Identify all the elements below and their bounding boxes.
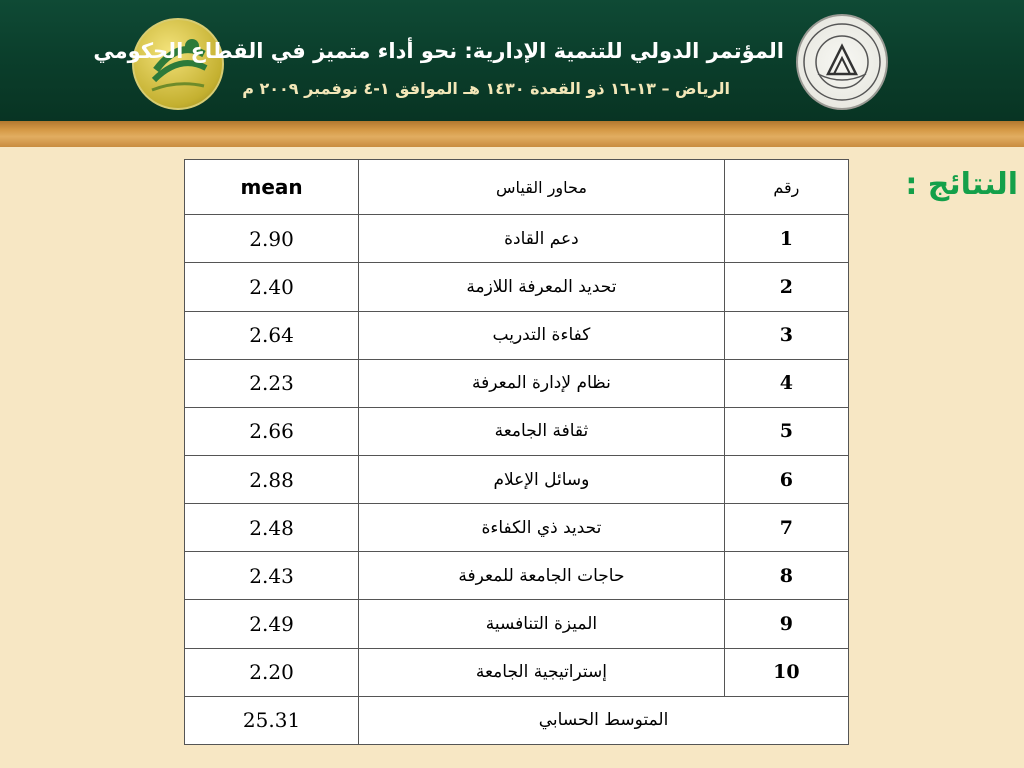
conference-dates: الرياض – ١٣-١٦ ذو القعدة ١٤٣٠ هـ الموافق ١-٤ نوفمبر ٢٠٠٩ م [242,79,730,98]
axis-cell: كفاءة التدريب [359,311,725,359]
number-cell: 3 [724,311,848,359]
axis-cell: حاجات الجامعة للمعرفة [359,552,725,600]
table-row [185,504,849,552]
mean-cell: 2.88 [185,455,359,503]
axis-cell: نظام لإدارة المعرفة [359,359,725,407]
mean-cell: 2.49 [185,600,359,648]
axis-cell: إستراتيجية الجامعة [359,648,725,696]
header-mean: mean [185,160,359,215]
mean-cell: 2.40 [185,263,359,311]
header-axis: محاور القياس [359,160,725,215]
conference-title: المؤتمر الدولي للتنمية الإدارية: نحو أداء متميز في القطاع الحكومي [93,39,784,63]
mean-cell: 2.20 [185,648,359,696]
number-cell: 9 [724,600,848,648]
table-header-row [185,160,849,215]
number-cell: 10 [724,648,848,696]
table-total-row [185,696,849,744]
number-cell: 2 [724,263,848,311]
mean-cell: 2.90 [185,215,359,263]
axis-cell: دعم القادة [359,215,725,263]
mean-cell: 2.64 [185,311,359,359]
results-table [184,159,849,745]
number-cell: 5 [724,407,848,455]
axis-cell: وسائل الإعلام [359,455,725,503]
institute-seal [796,14,888,110]
axis-cell: ثقافة الجامعة [359,407,725,455]
mean-cell: 2.23 [185,359,359,407]
total-mean-cell: 25.31 [185,696,359,744]
number-cell: 8 [724,552,848,600]
table-row [185,359,849,407]
total-label-cell: المتوسط الحسابي [359,696,849,744]
number-cell: 6 [724,455,848,503]
table-row [185,407,849,455]
mean-cell: 2.43 [185,552,359,600]
table-row [185,648,849,696]
table-row [185,215,849,263]
results-heading: النتائج : [905,167,1018,202]
axis-cell: تحديد المعرفة اللازمة [359,263,725,311]
table-row [185,455,849,503]
header-banner [0,0,1024,121]
table-row [185,263,849,311]
header-stripe [0,121,1024,147]
number-cell: 7 [724,504,848,552]
mean-cell: 2.66 [185,407,359,455]
header-number: رقم [724,160,848,215]
axis-cell: تحديد ذي الكفاءة [359,504,725,552]
table-row [185,311,849,359]
axis-cell: الميزة التنافسية [359,600,725,648]
number-cell: 1 [724,215,848,263]
table-row [185,600,849,648]
table-row [185,552,849,600]
mean-cell: 2.48 [185,504,359,552]
number-cell: 4 [724,359,848,407]
